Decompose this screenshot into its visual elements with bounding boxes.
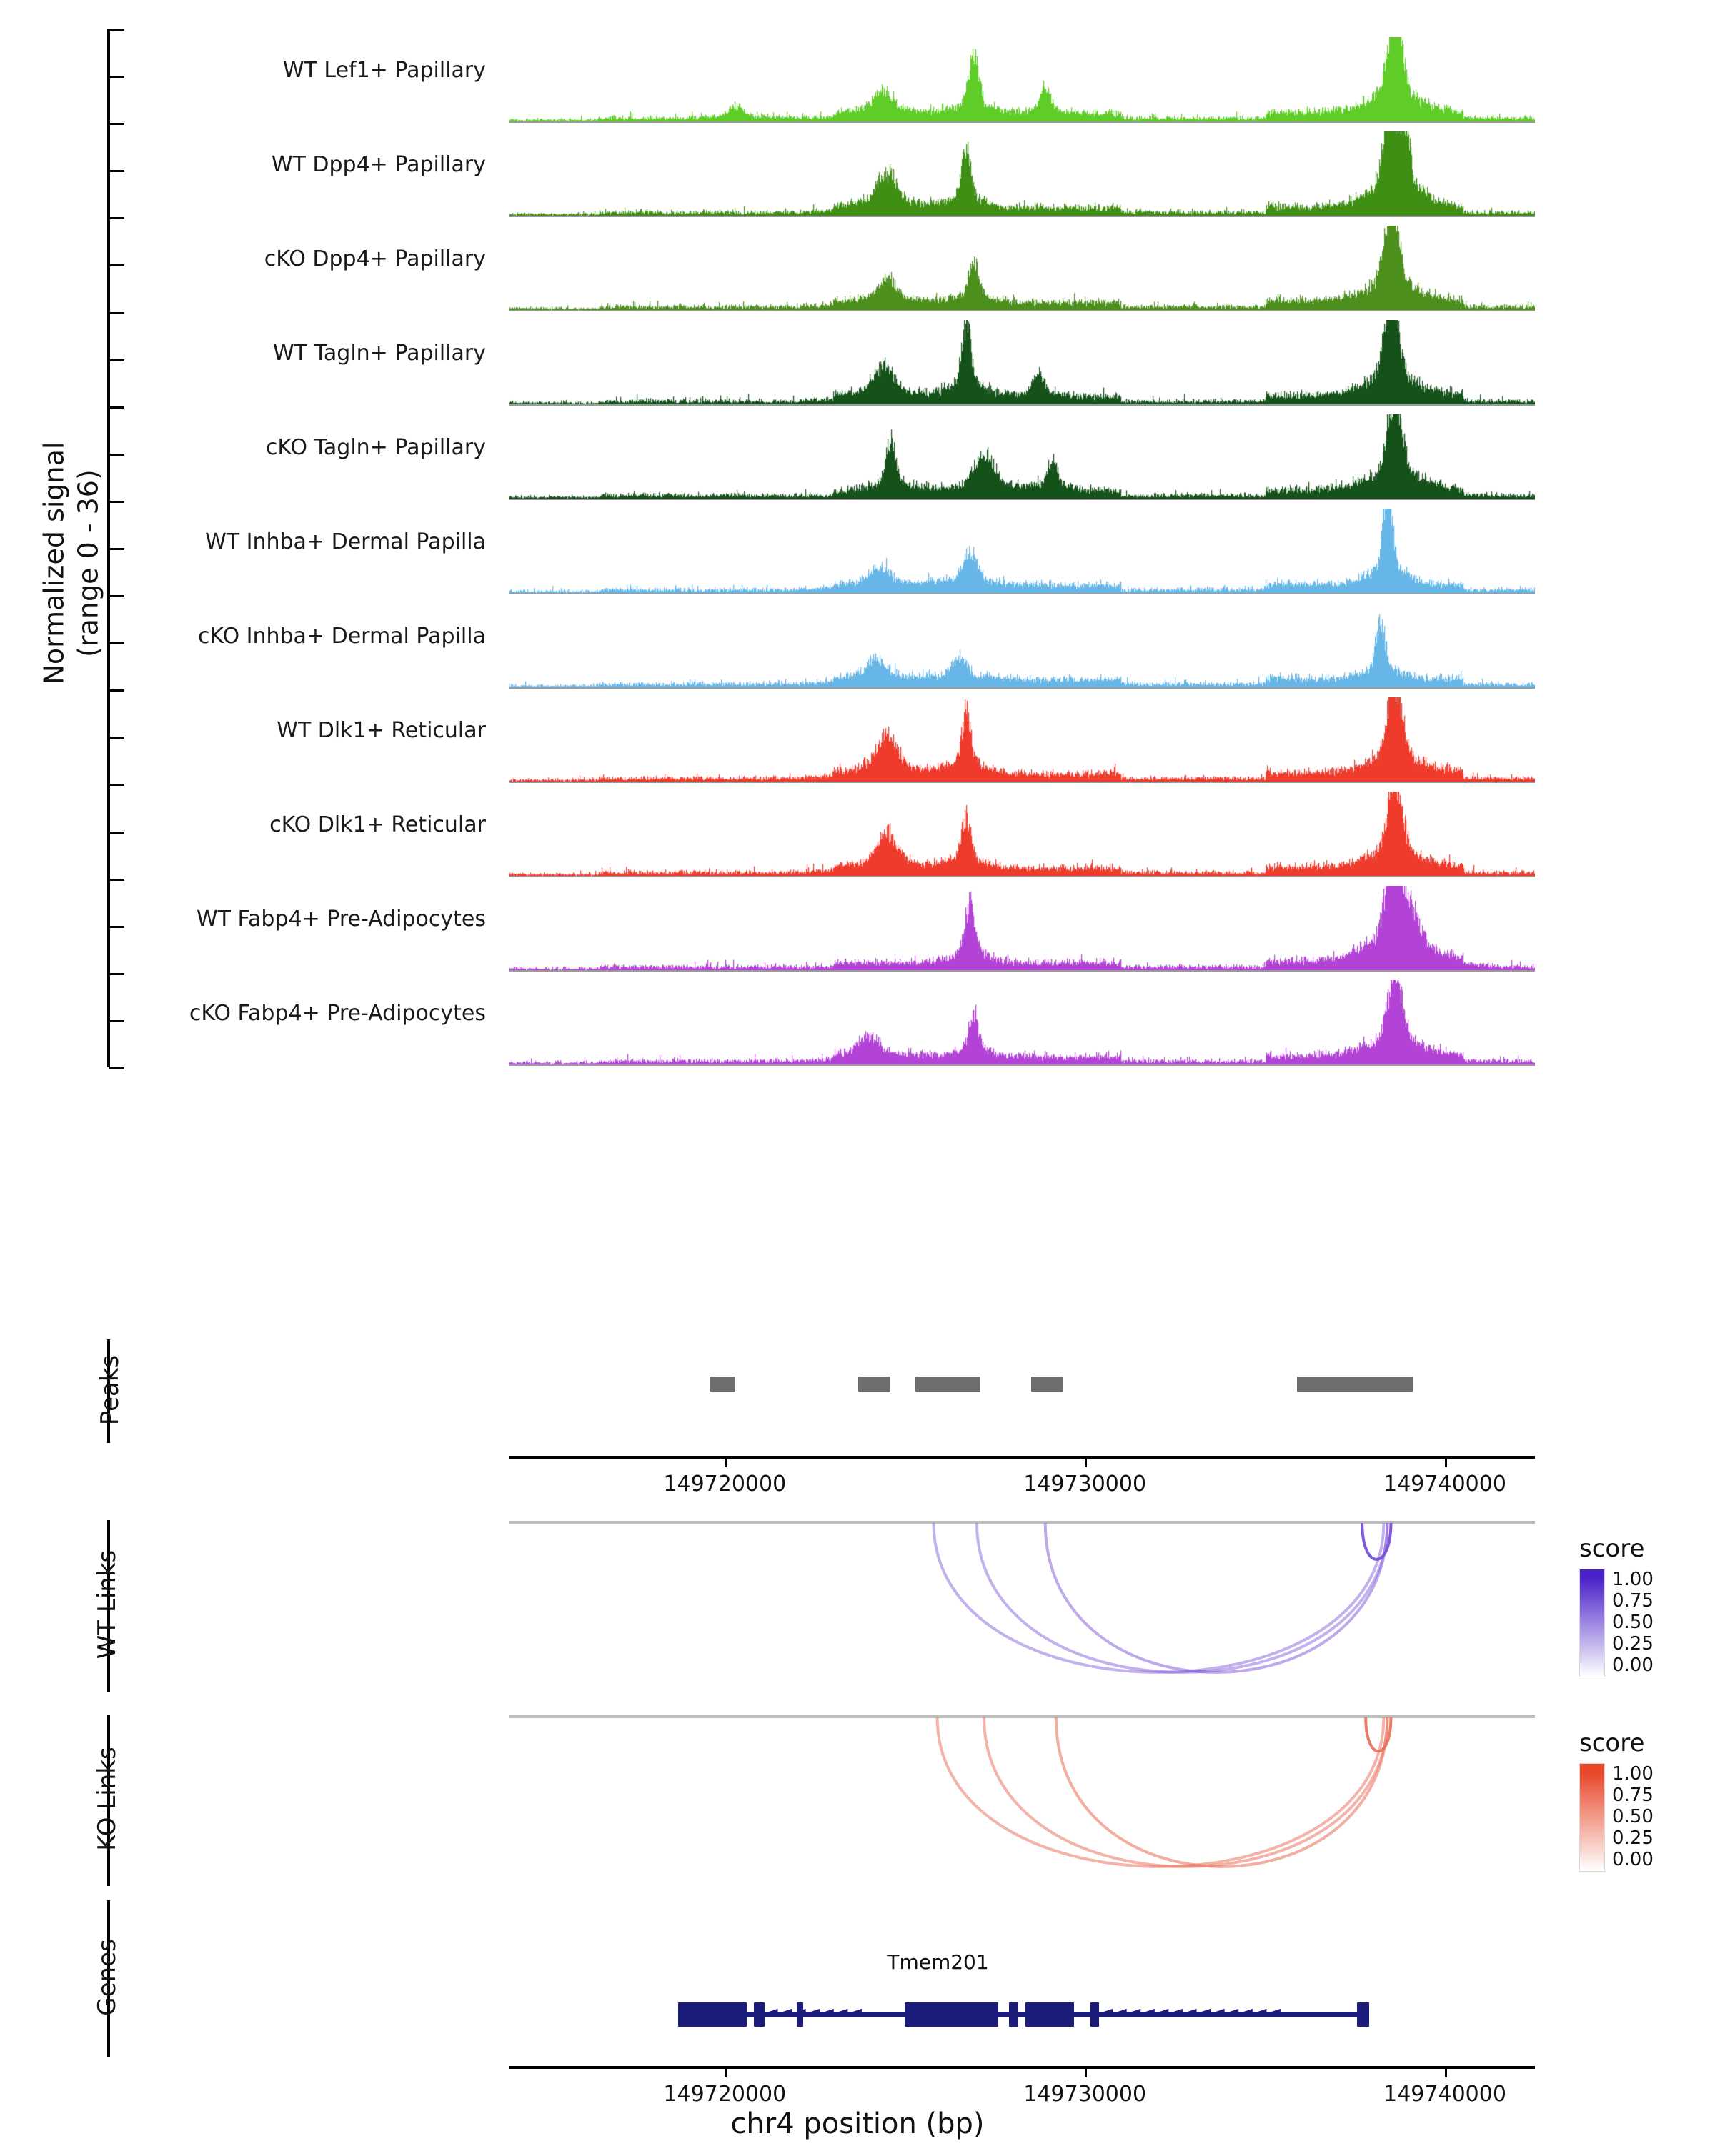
- coverage-track-9: [509, 886, 1535, 970]
- signal-axis-tick: [109, 642, 124, 644]
- axis-tick: [725, 1456, 727, 1467]
- track-baseline-8: [509, 876, 1535, 877]
- track-label-6: cKO Inhba+ Dermal Papilla: [197, 624, 486, 649]
- track-baseline-3: [509, 404, 1535, 406]
- signal-axis-tick: [109, 501, 124, 503]
- track-baseline-4: [509, 499, 1535, 500]
- axis-tick-label: 149720000: [663, 2082, 787, 2107]
- signal-axis-tick: [109, 737, 124, 739]
- legend-body: [1579, 1569, 1654, 1677]
- legend-gradient-bar: [1579, 1763, 1605, 1872]
- axis-bar: [509, 2066, 1535, 2069]
- signal-axis-tick: [109, 595, 124, 597]
- track-label-7: WT Dlk1+ Reticular: [277, 718, 486, 743]
- signal-axis-tick: [109, 406, 124, 409]
- track-baseline-0: [509, 121, 1535, 123]
- track-label-3: WT Tagln+ Papillary: [273, 341, 486, 366]
- axis-bar: [509, 1456, 1535, 1459]
- coverage-track-8: [509, 792, 1535, 876]
- signal-axis-tick: [109, 832, 124, 834]
- coverage-track-7: [509, 697, 1535, 782]
- signal-axis-tick: [109, 264, 124, 266]
- track-label-10: cKO Fabp4+ Pre-Adipocytes: [189, 1001, 486, 1026]
- gene-exon-5: [1025, 2002, 1074, 2027]
- link-arc: [977, 1523, 1387, 1672]
- coverage-canvas: [509, 226, 1535, 310]
- peak-region-4: [1297, 1377, 1412, 1392]
- axis-tick: [1085, 2066, 1087, 2077]
- coverage-canvas: [509, 509, 1535, 593]
- signal-axis-tick: [109, 973, 124, 975]
- legend-title: score: [1579, 1729, 1645, 1757]
- signal-axis-tick: [109, 359, 124, 361]
- link-arc: [984, 1717, 1387, 1867]
- wt-links-panel: [509, 1520, 1535, 1692]
- coverage-canvas: [509, 792, 1535, 876]
- ko-links-panel: [509, 1715, 1535, 1886]
- legend-tick-3: 0.25: [1612, 1827, 1654, 1849]
- track-baseline-7: [509, 782, 1535, 783]
- legend-tick-1: 0.75: [1612, 1785, 1654, 1806]
- axis-tick: [725, 2066, 727, 2077]
- track-label-0: WT Lef1+ Papillary: [282, 58, 486, 83]
- legend-tick-2: 0.50: [1612, 1806, 1654, 1827]
- legend-title: score: [1579, 1534, 1645, 1563]
- legend-tick-4: 0.00: [1612, 1849, 1654, 1870]
- gene-exon-1: [754, 2002, 765, 2027]
- legend-tick-2: 0.50: [1612, 1612, 1654, 1633]
- axis-tick: [1085, 1456, 1087, 1467]
- coverage-track-10: [509, 980, 1535, 1064]
- gene-exon-3: [905, 2002, 998, 2027]
- legend-tick-labels: [1612, 1569, 1654, 1676]
- signal-axis-tick: [109, 548, 124, 550]
- gene-exon-6: [1090, 2002, 1100, 2027]
- coverage-canvas: [509, 131, 1535, 216]
- link-arc: [938, 1717, 1384, 1867]
- track-baseline-6: [509, 687, 1535, 689]
- score-legend-1: [1579, 1729, 1654, 1872]
- axis-tick-label: 149730000: [1023, 2082, 1147, 2107]
- coverage-canvas: [509, 603, 1535, 687]
- track-label-4: cKO Tagln+ Papillary: [265, 435, 486, 460]
- ko-links-panel-label: KO Links: [93, 1747, 121, 1851]
- track-baseline-10: [509, 1064, 1535, 1066]
- coverage-track-6: [509, 603, 1535, 687]
- track-label-2: cKO Dpp4+ Papillary: [264, 246, 486, 271]
- genomic-axis-top: [509, 1456, 1535, 1499]
- y-axis-label-line1: Normalized signal: [38, 441, 70, 685]
- gene-strand-arrows-0: ◄ ◄ ◄ ◄ ◄ ◄ ◄: [767, 2005, 862, 2019]
- signal-axis-tick: [109, 879, 124, 881]
- coverage-track-5: [509, 509, 1535, 593]
- axis-tick: [1445, 1456, 1447, 1467]
- peak-region-0: [710, 1377, 735, 1392]
- coverage-track-0: [509, 37, 1535, 121]
- signal-axis-tick: [109, 454, 124, 456]
- coverage-canvas: [509, 414, 1535, 499]
- axis-tick-label: 149740000: [1383, 1472, 1506, 1497]
- signal-axis-tick: [109, 1067, 124, 1069]
- axis-tick-label: 149740000: [1383, 2082, 1506, 2107]
- legend-body: [1579, 1763, 1654, 1872]
- gene-strand-arrows-1: ◄ ◄ ◄ ◄ ◄ ◄ ◄ ◄ ◄ ◄ ◄ ◄ ◄: [1103, 2005, 1281, 2019]
- signal-axis-tick: [109, 784, 124, 786]
- legend-tick-4: 0.00: [1612, 1655, 1654, 1676]
- signal-axis-tick: [109, 170, 124, 172]
- gene-exon-0: [678, 2002, 747, 2027]
- peaks-section-label: Peaks: [96, 1354, 124, 1425]
- legend-tick-3: 0.25: [1612, 1633, 1654, 1655]
- coverage-canvas: [509, 886, 1535, 970]
- signal-axis-tick: [109, 312, 124, 314]
- track-label-9: WT Fabp4+ Pre-Adipocytes: [197, 907, 486, 932]
- signal-axis-tick: [109, 76, 124, 78]
- signal-axis-tick: [109, 1020, 124, 1022]
- y-axis-label: [38, 364, 106, 764]
- track-label-1: WT Dpp4+ Papillary: [271, 152, 486, 177]
- axis-tick: [1445, 2066, 1447, 2077]
- axis-tick-label: 149730000: [1023, 1472, 1147, 1497]
- coverage-track-4: [509, 414, 1535, 499]
- legend-tick-labels: [1612, 1763, 1654, 1870]
- legend-tick-0: 1.00: [1612, 1569, 1654, 1590]
- links-svg: [509, 1520, 1535, 1692]
- genomic-axis-bottom: [509, 2066, 1535, 2109]
- signal-axis-tick: [109, 29, 124, 31]
- legend-tick-0: 1.00: [1612, 1763, 1654, 1785]
- link-arc: [1045, 1523, 1388, 1672]
- coverage-canvas: [509, 37, 1535, 121]
- peak-region-3: [1031, 1377, 1063, 1392]
- track-baseline-2: [509, 310, 1535, 311]
- coverage-canvas: [509, 980, 1535, 1064]
- coverage-track-3: [509, 320, 1535, 404]
- legend-tick-1: 0.75: [1612, 1590, 1654, 1612]
- y-axis-label-line2: (range 0 - 36): [72, 469, 104, 657]
- genes-section-label: Genes: [93, 1939, 121, 2016]
- gene-exon-7: [1357, 2002, 1370, 2027]
- track-label-8: cKO Dlk1+ Reticular: [269, 812, 486, 837]
- signal-axis-tick: [109, 926, 124, 928]
- track-label-5: WT Inhba+ Dermal Papilla: [205, 529, 486, 554]
- track-baseline-1: [509, 216, 1535, 217]
- coverage-canvas: [509, 320, 1535, 404]
- signal-axis-tick: [109, 217, 124, 219]
- track-baseline-5: [509, 593, 1535, 594]
- link-arc: [1056, 1717, 1388, 1867]
- links-svg: [509, 1715, 1535, 1886]
- peak-region-2: [915, 1377, 980, 1392]
- peak-region-1: [858, 1377, 890, 1392]
- signal-axis-tick: [109, 689, 124, 692]
- gene-name-label: Tmem201: [887, 1950, 989, 1974]
- track-baseline-9: [509, 970, 1535, 972]
- coverage-canvas: [509, 697, 1535, 782]
- coverage-track-2: [509, 226, 1535, 310]
- score-legend-0: [1579, 1534, 1654, 1677]
- legend-gradient-bar: [1579, 1569, 1605, 1677]
- axis-tick-label: 149720000: [663, 1472, 787, 1497]
- gene-exon-4: [1009, 2002, 1018, 2027]
- signal-axis-tick: [109, 123, 124, 125]
- x-axis-label: chr4 position (bp): [730, 2107, 985, 2140]
- coverage-track-1: [509, 131, 1535, 216]
- wt-links-panel-label: WT Links: [93, 1549, 121, 1660]
